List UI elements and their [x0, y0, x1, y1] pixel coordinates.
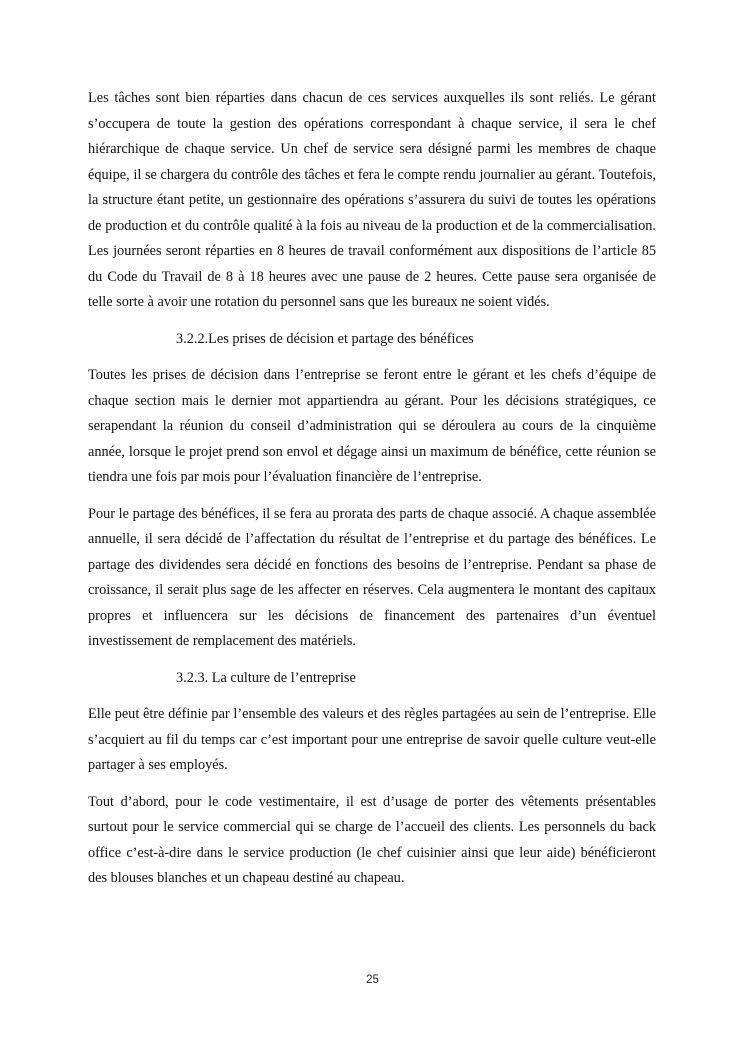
document-page — [88, 86, 656, 903]
section-heading-3-2-3: 3.2.3. La culture de l’entreprise — [176, 669, 356, 686]
paragraph-culture-definition: Elle peut être définie par l’ensemble des valeurs et des règles partagées au sein de l’entreprise. Elle s’acquiert au fil du temps car c’est important pour une entreprise de savoir quelle culture veut-elle partager à ses employés. — [88, 706, 656, 773]
paragraph-dress-code: Tout d’abord, pour le code vestimentaire, il est d’usage de porter des vêtements présentables surtout pour le service commercial qui se charge de l’accueil des clients. Les personnels du back office c’est-à-dire dans le service production (le chef cuisinier ainsi que leur aide) bénéficieront des blouses blanches et un chapeau destiné au chapeau. — [88, 793, 656, 886]
page-number: 25 — [366, 974, 379, 986]
section-heading-3-2-2: 3.2.2.Les prises de décision et partage des bénéfices — [176, 330, 474, 347]
paragraph-task-distribution: Les tâches sont bien réparties dans chacun de ces services auxquelles ils sont reliés. Le gérant s’occupera de toute la gestion des opérations correspondant à chaque service, il sera le chef hiérarchique de chaque service. Un chef de service sera désigné parmi les membres de chaque équipe, il se chargera du contrôle des tâches et fera le compte rendu journalier au gérant. Toutefois, la structure étant petite, un gestionnaire des opérations s’assurera du suivi de toutes les opérations de production et du contrôle qualité à la fois au niveau de la production et de la commercialisation. Les journées seront réparties en 8 heures de travail conformément aux dispositions de l’article 85 du Code du Travail de 8 à 18 heures avec une pause de 2 heures. Cette pause sera organisée de telle sorte à avoir une rotation du personnel sans que les bureaux ne soient vidés. — [88, 90, 656, 310]
paragraph-decision-making: Toutes les prises de décision dans l’entreprise se feront entre le gérant et les chefs d’équipe de chaque section mais le dernier mot appartiendra au gérant. Pour les décisions stratégiques, ce serapendant la réunion du conseil d’administration qui se déroulera au cours de la cinquième année, lorsque le projet prend son envol et dégage ainsi un maximum de bénéfice, cette réunion se tiendra une fois par mois pour l’évaluation financière de l’entreprise. — [88, 367, 656, 485]
paragraph-profit-sharing: Pour le partage des bénéfices, il se fera au prorata des parts de chaque associé. A chaque assemblée annuelle, il sera décidé de l’affectation du résultat de l’entreprise et du partage des bénéfices. Le partage des dividendes sera décidé en fonctions des besoins de l’entreprise. Pendant sa phase de croissance, il serait plus sage de les affecter en réserves. Cela augmentera le montant des capitaux propres et influencera sur les décisions de financement des partenaires d’un éventuel investissement de remplacement des matériels. — [88, 505, 656, 649]
